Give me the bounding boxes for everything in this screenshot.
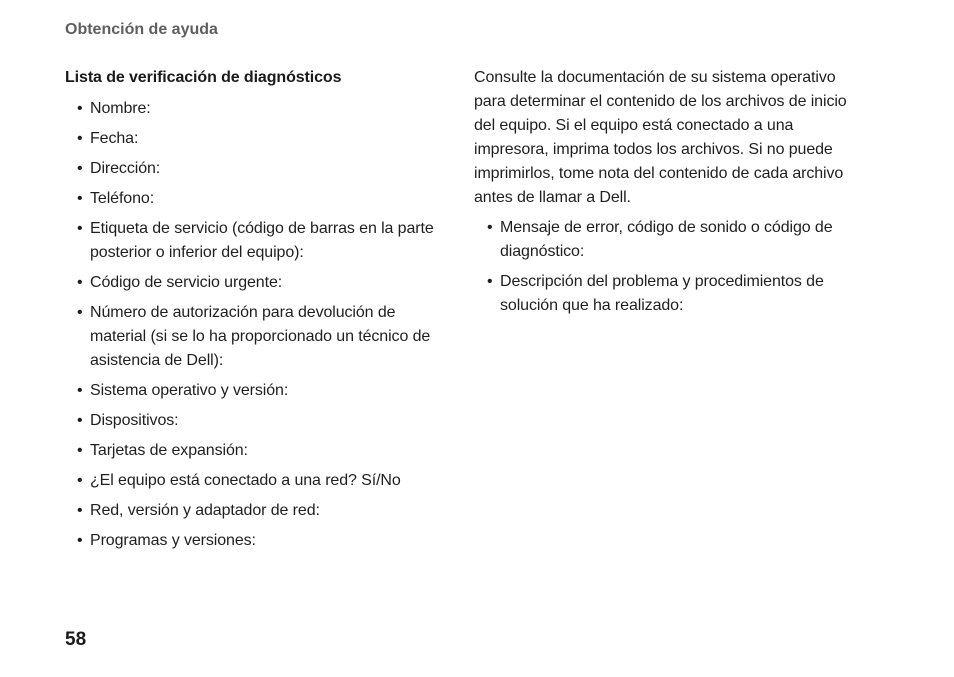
list-item-text: Código de servicio urgente: [90,274,283,291]
bullet-icon: • [77,190,83,207]
list-item-text: Programas y versiones: [90,532,256,549]
list-item [65,97,443,121]
list-item-text: Mensaje de error, código de sonido o código de diagnóstico: [500,219,833,260]
list-item-text: Red, versión y adaptador de red: [90,502,320,519]
additional-info-list [474,216,864,318]
list-item-text: Fecha: [90,130,139,147]
running-header: Obtención de ayuda [65,21,218,38]
list-item-text: Número de autorización para devolución de material (si se lo ha proporcionado un técnico de asistencia de Dell): [90,304,431,369]
bullet-icon: • [77,472,83,489]
list-item [65,439,443,463]
bullet-icon: • [77,304,83,321]
bullet-icon: • [77,502,83,519]
list-item-text: Sistema operativo y versión: [90,382,289,399]
page-number: 58 [65,629,87,650]
bullet-icon: • [77,274,83,291]
bullet-icon: • [77,442,83,459]
left-column [65,66,443,559]
list-item [65,301,443,373]
bullet-icon: • [77,382,83,399]
list-item [65,499,443,523]
bullet-icon: • [77,412,83,429]
list-item [65,271,443,295]
bullet-icon: • [487,219,493,236]
list-item [65,217,443,265]
body-paragraph: Consulte la documentación de su sistema operativo para determinar el contenido de los archivos de inicio del equipo. Si el equipo está conectado a una impresora, imprima todos los archivos. Si no puede imprimirlos, tome nota del contenido de cada archivo antes de llamar a Dell. [474,69,847,206]
right-column [474,66,864,324]
bullet-icon: • [77,130,83,147]
list-item [474,270,864,318]
bullet-icon: • [77,100,83,117]
list-item [65,187,443,211]
list-item-text: Descripción del problema y procedimientos de solución que ha realizado: [500,273,824,314]
list-item-text: Teléfono: [90,190,155,207]
list-item-text: Nombre: [90,100,151,117]
list-item [65,127,443,151]
list-item-text: Dirección: [90,160,161,177]
diagnostic-checklist [65,97,443,553]
list-item-text: Etiqueta de servicio (código de barras en la parte posterior o inferior del equipo): [90,220,434,261]
list-item [65,409,443,433]
list-item-text: Dispositivos: [90,412,179,429]
list-item-text: Tarjetas de expansión: [90,442,248,459]
bullet-icon: • [487,273,493,290]
list-item [65,529,443,553]
list-item [474,216,864,264]
list-item [65,469,443,493]
bullet-icon: • [77,160,83,177]
section-heading: Lista de verificación de diagnósticos [65,69,342,86]
bullet-icon: • [77,220,83,237]
list-item-text: ¿El equipo está conectado a una red? Sí/No [90,472,401,489]
list-item [65,379,443,403]
list-item [65,157,443,181]
bullet-icon: • [77,532,83,549]
